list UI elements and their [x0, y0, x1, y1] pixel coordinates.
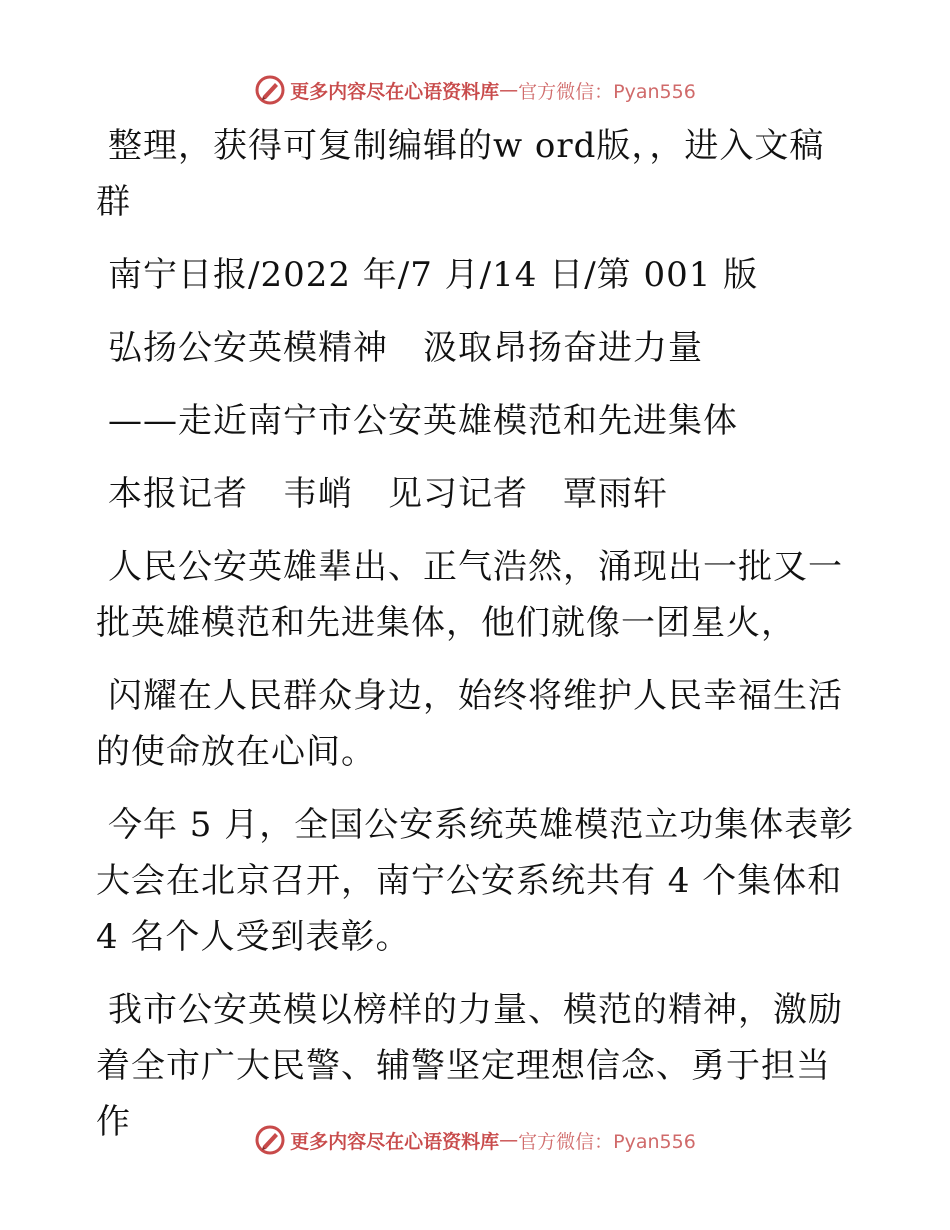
- document-body: [96, 118, 856, 1167]
- pen-logo-icon: [254, 74, 286, 106]
- article-byline: 本报记者 韦峭 见习记者 覃雨轩: [108, 474, 668, 514]
- paragraph-intro: 整理，获得可复制编辑的w ord版，，进入文稿群: [96, 126, 825, 222]
- watermark-site-text: 更多内容尽在心语资料库: [290, 1130, 500, 1153]
- paragraph-body-2: 闪耀在人民群众身边，始终将维护人民幸福生活的使命放在心间。: [96, 676, 843, 772]
- watermark-wechat-text: 官方微信：Pyan556: [518, 80, 696, 103]
- paragraph-body-4: 我市公安英模以榜样的力量、模范的精神，激励着全市广大民警、辅警坚定理想信念、勇于担当作: [96, 990, 843, 1142]
- pen-logo-icon: [254, 1124, 286, 1156]
- watermark-wechat-text: 官方微信：Pyan556: [518, 1130, 696, 1153]
- article-title: 弘扬公安英模精神 汲取昂扬奋进力量: [108, 328, 703, 368]
- header-watermark: [0, 70, 950, 110]
- watermark-site-text: 更多内容尽在心语资料库: [290, 80, 500, 103]
- paragraph-body-3: 今年 5 月，全国公安系统英雄模范立功集体表彰大会在北京召开，南宁公安系统共有 4 个集体和 4 名个人受到表彰。: [96, 805, 855, 957]
- article-subtitle: ——走近南宁市公安英雄模范和先进集体: [108, 401, 738, 441]
- watermark-separator: —: [499, 1129, 519, 1151]
- paragraph-body-1: 人民公安英雄辈出、正气浩然，涌现出一批又一批英雄模范和先进集体，他们就像一团星火，: [96, 547, 843, 643]
- watermark-separator: —: [499, 79, 519, 101]
- paragraph-source: 南宁日报/2022 年/7 月/14 日/第 001 版: [108, 255, 759, 295]
- footer-watermark: [0, 1120, 950, 1160]
